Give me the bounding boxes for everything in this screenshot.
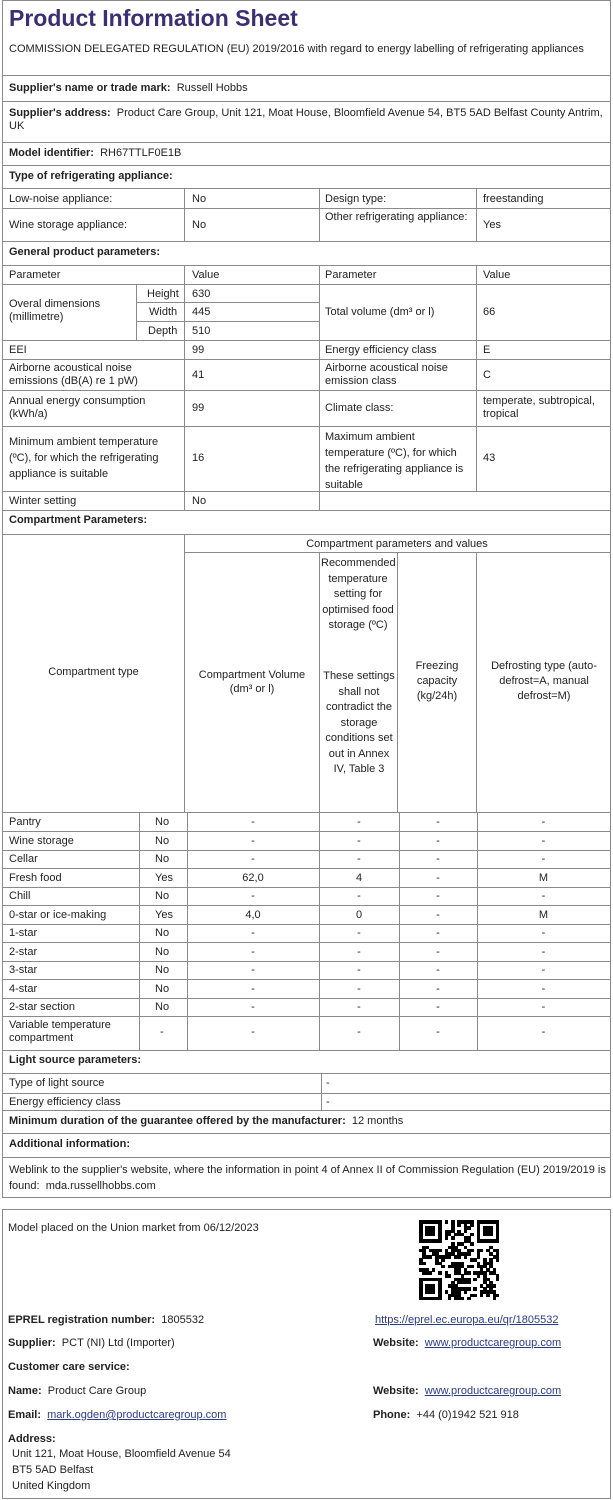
footer-supplier-row (8, 1337, 175, 1350)
value-header-2: Value (483, 269, 511, 281)
height-value: 630 (192, 288, 211, 300)
winter-setting-label: Winter setting (9, 495, 77, 507)
website-link[interactable]: www.productcaregroup.com (424, 1337, 562, 1349)
temperature-note: These settings shall not contradict the storage conditions set out in Annex IV, Table 3 (323, 670, 395, 775)
freezing-capacity-header: Freezing capacity (kg/24h) (415, 660, 459, 702)
row-name: Cellar (9, 853, 38, 865)
row-present: - (160, 1026, 164, 1038)
guarantee-value: 12 months (351, 1115, 404, 1127)
supplier-value: Russell Hobbs (176, 82, 248, 94)
row-defrost: - (541, 983, 546, 995)
row-temperature: - (357, 964, 361, 976)
website-label: Website: (373, 1337, 419, 1349)
footer-supplier-label: Supplier: (8, 1337, 56, 1349)
noise-label: Airborne acoustical noise emissions (dB(A) re 1 pW) (9, 362, 138, 387)
footer-address-line: United Kingdom (12, 1480, 91, 1492)
row-volume: - (251, 1001, 255, 1013)
regulation-text: COMMISSION DELEGATED REGULATION (EU) 2019/2016 with regard to energy labelling of refrigerating appliances (9, 43, 584, 55)
footer-supplier-value: PCT (NI) Ltd (Importer) (61, 1337, 175, 1349)
light-type-label: Type of light source (9, 1077, 105, 1089)
noise-value: 41 (192, 369, 205, 381)
guarantee-label: Minimum duration of the guarantee offered by the manufacturer: (9, 1115, 346, 1127)
noise-class-value: C (483, 369, 491, 381)
eprel-number: 1805532 (161, 1314, 205, 1326)
param-header: Parameter (9, 269, 61, 281)
row-present: No (155, 927, 170, 939)
row-volume: - (251, 890, 255, 902)
row-present: No (155, 946, 170, 958)
max-temp-value: 43 (483, 452, 496, 464)
row-freezing: - (436, 835, 440, 847)
row-freezing: - (436, 1026, 440, 1038)
footer-address-line: Unit 121, Moat House, Bloomfield Avenue 54 (12, 1448, 231, 1460)
model-value: RH67TTLF0E1B (100, 147, 182, 159)
row-volume: - (251, 927, 255, 939)
row-name: 0-star or ice-making (9, 909, 107, 921)
row-volume: 4,0 (245, 909, 261, 921)
row-defrost: - (541, 835, 546, 847)
row-freezing: - (436, 853, 440, 865)
compartment-group-header: Compartment parameters and values (306, 538, 488, 550)
supplier-row (9, 82, 248, 95)
noise-class-label: Airborne acoustical noise emission class (325, 362, 448, 387)
row-volume: - (251, 853, 255, 865)
row-temperature: 4 (355, 872, 363, 884)
dimensions-label: Overal dimensions (millimetre) (9, 298, 101, 323)
min-temp-label: Minimum ambient temperature (ºC), for which the refrigerating appliance is suitable (9, 436, 159, 480)
wine-storage-value: No (192, 219, 207, 231)
address-row (9, 107, 605, 133)
compartment-volume-header: Compartment Volume (dm³ or l) (198, 669, 306, 695)
row-name: Pantry (9, 816, 41, 828)
annual-energy-label: Annual energy consumption (kWh/a) (9, 395, 146, 420)
supplier-label: Supplier's name or trade mark: (9, 82, 171, 94)
phone-label: Phone: (373, 1409, 411, 1421)
row-name: Variable temperature compartment (9, 1019, 111, 1044)
row-temperature: - (357, 816, 361, 828)
row-name: Fresh food (9, 872, 62, 884)
row-name: 2-star (9, 946, 38, 958)
row-freezing: - (436, 1001, 440, 1013)
row-present: No (155, 890, 170, 902)
row-volume: - (251, 816, 255, 828)
eprel-label: EPREL registration number: (8, 1314, 156, 1326)
row-temperature: 0 (355, 909, 363, 921)
compartment-type-header: Compartment type (48, 666, 139, 678)
row-freezing: - (436, 927, 440, 939)
eprel-link[interactable]: https://eprel.ec.europa.eu/qr/1805532 (375, 1314, 559, 1326)
climate-class-value: temperate, subtropical, tropical (483, 395, 595, 420)
row-temperature: - (357, 1001, 361, 1013)
weblink-url[interactable]: mda.russellhobbs.com (45, 1180, 156, 1192)
general-heading: General product parameters: (9, 246, 160, 258)
email-label: Email: (8, 1409, 42, 1421)
row-temperature: - (357, 946, 361, 958)
height-label: Height (147, 288, 179, 300)
footer-address-line: BT5 5AD Belfast (12, 1464, 94, 1476)
row-volume: - (251, 946, 255, 958)
row-defrost: - (541, 964, 546, 976)
row-defrost: - (541, 1001, 546, 1013)
total-volume-value: 66 (483, 306, 496, 318)
email-link[interactable]: mark.ogden@productcaregroup.com (47, 1409, 227, 1421)
additional-heading: Additional information: (9, 1138, 130, 1150)
row-present: No (155, 853, 170, 865)
energy-class-label: Energy efficiency class (325, 344, 437, 356)
row-temperature: - (357, 983, 361, 995)
row-freezing: - (436, 872, 440, 884)
row-temperature: - (357, 1026, 361, 1038)
depth-label: Depth (148, 325, 178, 337)
weblink-text: Weblink to the supplier's website, where the information in point 4 of Annex II of Commission Regulation (EU) 2019/2019 is found: (9, 1164, 606, 1192)
design-type-label: Design type: (325, 193, 387, 205)
row-volume: - (251, 983, 255, 995)
model-label: Model identifier: (9, 147, 94, 159)
row-defrost: - (541, 890, 546, 902)
email-row (8, 1409, 226, 1422)
phone-value: +44 (0)1942 521 918 (416, 1409, 519, 1421)
row-freezing: - (436, 946, 440, 958)
winter-setting-value: No (192, 495, 207, 507)
total-volume-label: Total volume (dm³ or l) (325, 306, 435, 318)
guarantee-row (9, 1115, 403, 1128)
care-website-row (373, 1385, 561, 1398)
row-defrost: - (541, 853, 546, 865)
footer-address-label: Address: (8, 1433, 56, 1445)
other-appliance-value: Yes (483, 219, 501, 231)
website-row (373, 1337, 561, 1350)
value-header: Value (192, 269, 220, 281)
additional-text (9, 1162, 607, 1194)
low-noise-label: Low-noise appliance: (9, 193, 113, 205)
light-class-value: - (326, 1096, 330, 1108)
row-freezing: - (436, 983, 440, 995)
row-volume: 62,0 (242, 872, 264, 884)
row-present: No (155, 1001, 170, 1013)
annual-energy-value: 99 (192, 402, 205, 414)
care-website-link[interactable]: www.productcaregroup.com (424, 1385, 562, 1397)
row-volume: - (251, 964, 255, 976)
qr-code-icon[interactable] (419, 1220, 499, 1300)
row-present: No (155, 835, 170, 847)
eei-label: EEI (9, 344, 27, 356)
min-temp-value: 16 (192, 452, 205, 464)
row-defrost: M (538, 872, 549, 884)
row-present: No (155, 964, 170, 976)
row-defrost: M (538, 909, 549, 921)
compartment-heading: Compartment Parameters: (9, 514, 148, 526)
row-name: 2-star section (9, 1001, 76, 1013)
care-website-label: Website: (373, 1385, 419, 1397)
eprel-row (8, 1314, 204, 1327)
care-name-row (8, 1385, 146, 1398)
row-temperature: - (357, 835, 361, 847)
care-name-value: Product Care Group (47, 1385, 147, 1397)
model-row (9, 147, 181, 160)
row-volume: - (251, 835, 255, 847)
temperature-header: Recommended temperature setting for optimised food storage (ºC) (321, 557, 396, 631)
other-appliance-label: Other refrigerating appliance: (325, 211, 468, 223)
wine-storage-label: Wine storage appliance: (9, 219, 128, 231)
light-class-label: Energy efficiency class (9, 1096, 121, 1108)
row-name: Wine storage (9, 835, 74, 847)
market-date: Model placed on the Union market from 06/12/2023 (8, 1222, 259, 1234)
row-freezing: - (436, 890, 440, 902)
row-name: 4-star (9, 983, 38, 995)
phone-row (373, 1409, 519, 1422)
row-temperature: - (357, 927, 361, 939)
row-present: No (155, 983, 170, 995)
param-header-2: Parameter (325, 269, 377, 281)
width-value: 445 (192, 306, 211, 318)
defrosting-type-header: Defrosting type (auto-defrost=A, manual defrost=M) (491, 660, 597, 702)
type-heading: Type of refrigerating appliance: (9, 170, 173, 182)
row-volume: - (251, 1026, 255, 1038)
row-temperature: - (357, 890, 361, 902)
depth-value: 510 (192, 325, 211, 337)
row-freezing: - (436, 909, 440, 921)
row-name: 3-star (9, 964, 38, 976)
row-name: Chill (9, 890, 31, 902)
low-noise-value: No (192, 193, 207, 205)
row-freezing: - (436, 964, 440, 976)
row-defrost: - (541, 927, 546, 939)
eei-value: 99 (192, 344, 205, 356)
address-value: Product Care Group, Unit 121, Moat House, Bloomfield Avenue 54, BT5 5AD Belfast County Antrim, UK (9, 107, 603, 132)
max-temp-label: Maximum ambient temperature (ºC), for which the refrigerating appliance is suitable (325, 431, 464, 491)
row-defrost: - (541, 946, 546, 958)
row-defrost: - (541, 1026, 546, 1038)
width-label: Width (149, 306, 178, 318)
address-label: Supplier's address: (9, 107, 111, 119)
row-name: 1-star (9, 927, 38, 939)
energy-class-value: E (483, 344, 491, 356)
row-present: Yes (155, 909, 173, 921)
design-type-value: freestanding (483, 193, 544, 205)
sheet-frame (2, 0, 611, 1198)
row-freezing: - (436, 816, 440, 828)
light-heading: Light source parameters: (9, 1054, 142, 1066)
row-present: No (155, 816, 170, 828)
climate-class-label: Climate class: (325, 402, 394, 414)
care-name-label: Name: (8, 1385, 42, 1397)
page-title: Product Information Sheet (9, 5, 298, 31)
customer-care-heading: Customer care service: (8, 1361, 130, 1373)
row-defrost: - (541, 816, 546, 828)
row-temperature: - (357, 853, 361, 865)
row-present: Yes (155, 872, 173, 884)
light-type-value: - (326, 1077, 330, 1089)
